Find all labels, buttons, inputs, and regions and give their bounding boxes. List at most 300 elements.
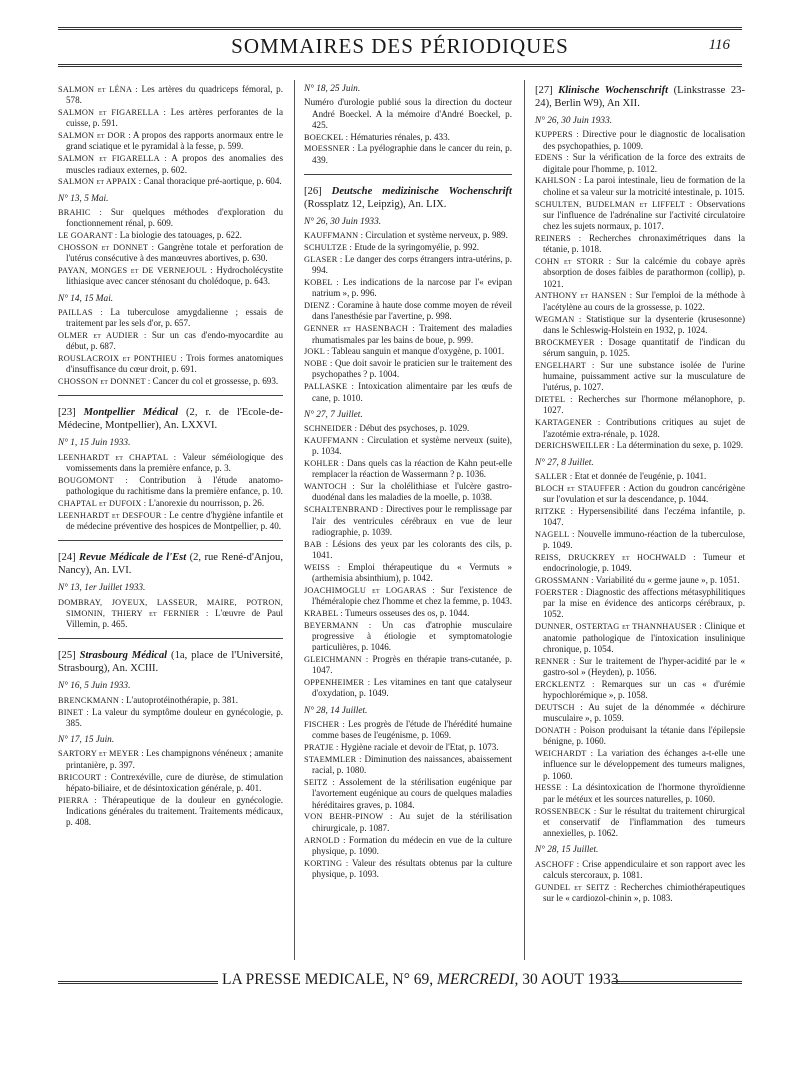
article-entry — [535, 621, 745, 655]
article-title: Emploi thérapeutique du « Vermuts » (arthemisia absinthium), p. 1042. — [312, 561, 512, 583]
article-entry — [58, 597, 283, 631]
article-author: SALMON et LÉNA : — [58, 85, 138, 94]
issue-heading: N° 27, 8 Juillet. — [535, 457, 594, 468]
issue-intro: Numéro d'urologie publié sous la direction du docteur André Boeckel. A la mémoire d'André Boeckel, p. 425. — [304, 97, 512, 130]
article-title: La pyélographie dans le cancer du rein, p. 439. — [312, 143, 512, 165]
article-entry — [535, 529, 745, 552]
article-title: L'œuvre de Paul Villemin, p. 465. — [66, 607, 283, 630]
article-author: RENNER : — [535, 656, 576, 666]
article-author: DERICHSWEILLER : — [535, 441, 615, 451]
article-entry — [58, 772, 283, 795]
article-title: Contributions critiques au sujet de l'azotémie extra-rénale, p. 1028. — [543, 417, 745, 439]
article-title: Que doit savoir le praticien sur le traitement des psychopathes ? p. 1004. — [312, 358, 512, 380]
article-author: WEICHARDT : — [535, 749, 594, 759]
journal-title — [535, 84, 745, 110]
article-entry — [535, 656, 745, 679]
journal-number: [27] — [535, 85, 553, 96]
article-entry — [304, 562, 512, 585]
article-entry — [304, 358, 512, 381]
article-title: Directives pour le remplissage par l'air des ventricules cérébraux en vue de leur radiographie, p. 1039. — [312, 504, 512, 537]
article-entry — [304, 539, 512, 562]
article-author: STAEMMLER : — [304, 754, 362, 764]
article-entry — [58, 307, 283, 330]
issue-heading: N° 26, 30 Juin 1933. — [304, 217, 382, 228]
article-entry — [58, 707, 283, 730]
article-title: Les vitamines en tant que catalyseur d'oxydation, p. 1049. — [312, 677, 512, 699]
article-entry — [304, 435, 512, 458]
article-title: La détermination du sexe, p. 1029. — [616, 440, 744, 451]
column-3 — [535, 84, 745, 907]
article-author: ERCKLENTZ : — [535, 679, 595, 689]
article-author: VON BEHR-PINOW : — [304, 812, 393, 822]
article-title: Sur le traitement de l'hyper-acidité par le « gastro-sol » (Heyden), p. 1056. — [543, 655, 746, 677]
article-entry — [304, 654, 512, 677]
article-title: Le centre d'hygiène infantile et de médecine préventive des hospices de Montpellier, p. 40. — [66, 509, 284, 531]
journal-details: (2, r. de l'Ecole-de-Médecine, Montpellier), An. LXXVI. — [58, 407, 283, 432]
entry-list — [58, 748, 283, 828]
article-author: FOERSTER : — [535, 587, 584, 597]
article-title: Statistique sur la dysenterie (krusesonne) dans le Schleswig-Holstein en 1932, p. 1024. — [543, 313, 745, 335]
article-author: DEUTSCH : — [535, 702, 583, 712]
article-title: La paroi intestinale, lieu de formation de la choline et sa valeur sur la motricité intestinale, p. 1015. — [543, 175, 745, 197]
article-title: Recherches chronaximétriques dans la tétanie, p. 1018. — [543, 232, 745, 255]
article-title: Recherches chimiothérapeutiques sur le « cardiozol-chinin », p. 1083. — [543, 881, 745, 904]
article-title: Circulation et système nerveux, p. 989. — [365, 230, 508, 241]
article-title: Sur le résultat du traitement chirurgical et conservatif de l'inflammation des tumeurs annexielles, p. 1062. — [543, 805, 745, 839]
article-entry — [304, 835, 512, 858]
column-divider — [294, 80, 295, 960]
journal-details: (2, rue René-d'Anjou, Nancy), An. LVI. — [58, 552, 283, 577]
issue-heading: N° 13, 5 Mai. — [58, 193, 109, 204]
article-title: Les progrès de l'étude de l'hérédité humaine comme bases de l'eugénisme, p. 1069. — [312, 719, 512, 741]
article-author: GROSSMANN : — [535, 576, 594, 586]
article-entry — [304, 858, 512, 881]
article-author: KAUFFMANN : — [304, 435, 365, 445]
journal-number: [23] — [58, 407, 76, 419]
issue-heading: N° 1, 15 Juin 1933. — [58, 438, 131, 449]
article-entry — [535, 233, 745, 256]
article-entry — [535, 337, 745, 360]
footer-day: MERCREDI, — [437, 971, 519, 988]
article-author: KUPPERS : — [535, 130, 579, 140]
article-entry — [58, 795, 283, 829]
article-entry — [535, 417, 745, 440]
article-entry — [535, 575, 745, 586]
article-title: Au sujet de la dénommée « déchirure musculaire », p. 1059. — [543, 701, 745, 724]
article-title: Action du goudron cancérigène sur l'ovulation et sur la descendance, p. 1044. — [543, 482, 746, 504]
article-title: Sur l'emploi de la méthode à l'acétylène au cours de la grossesse, p. 1022. — [543, 290, 745, 312]
article-entry — [304, 132, 512, 143]
article-title: Sur la cholélithiase et l'ulcère gastro-duodénal dans les maladies de la moelle, p. 1038. — [312, 481, 513, 503]
journal-name: Montpellier Médical — [83, 407, 179, 419]
article-entry — [58, 498, 283, 509]
article-title: Directive pour le diagnostic de localisation des psychopathies, p. 1009. — [543, 129, 746, 151]
footer-date: 30 AOUT 1933 — [522, 971, 619, 988]
article-title: Crise appendiculaire et son rapport avec les calculs stercoraux, p. 1081. — [543, 858, 745, 880]
article-entry — [535, 152, 745, 175]
article-entry — [304, 504, 512, 538]
article-entry — [304, 143, 512, 166]
footer-rule — [58, 981, 218, 984]
article-entry — [58, 475, 283, 498]
article-title: A propos des anomalies des muscles radiaux externes, p. 602. — [66, 153, 283, 175]
article-title: Clinique et anatomie pathologique de l'intoxication insulinique chronique, p. 1054. — [543, 621, 745, 654]
page-number: 116 — [708, 37, 730, 53]
article-author: RITZKE : — [535, 506, 574, 516]
article-entry — [58, 748, 283, 771]
entry-list — [304, 230, 512, 403]
article-author: ASCHOFF : — [535, 859, 580, 869]
article-title: Sur un cas d'endo-myocardite au début, p. 687. — [66, 329, 283, 352]
column-2 — [304, 84, 512, 883]
article-author: NOBE : — [304, 359, 333, 369]
entry-list — [304, 132, 512, 166]
journal-details: (Rossplatz 12, Leipzig), An. LIX. — [304, 199, 447, 211]
article-entry — [304, 777, 512, 811]
article-author: NAGELL : — [535, 529, 575, 539]
issue-heading: N° 18, 25 Juin. — [304, 84, 361, 94]
article-entry — [535, 702, 745, 725]
article-author: CHOSSON et DONNET : — [58, 242, 155, 252]
entry-list — [304, 719, 512, 880]
article-title: La biologie des tatouages, p. 622. — [119, 230, 242, 241]
article-title: Sur l'existence de l'héméralopie chez l'homme et chez la femme, p. 1043. — [312, 584, 512, 607]
column-divider — [524, 80, 525, 960]
article-author: WEISS : — [304, 562, 341, 572]
article-author: SEITZ : — [304, 778, 335, 788]
article-title: Les indications de la narcose par l'« evipan natrium », p. 996. — [312, 277, 512, 299]
article-entry — [58, 176, 283, 187]
article-author: HESSE : — [535, 783, 569, 793]
article-entry — [58, 84, 283, 107]
article-title: Thérapeutique de la douleur en gynécologie. Indications générales du traitement. Traitements médicaux, p. 408. — [66, 794, 284, 828]
article-entry — [535, 725, 745, 748]
article-entry — [304, 458, 512, 481]
article-entry — [58, 230, 283, 241]
article-title: A propos des rapports anormaux entre le grand sciatique et le pyramidal à la fesse, p. 599. — [66, 130, 283, 152]
article-entry — [535, 256, 745, 290]
article-entry — [58, 130, 283, 153]
article-author: BRENCKMANN : — [58, 695, 124, 705]
header-rule — [58, 64, 742, 67]
article-author: OLMER et AUDIER : — [58, 330, 147, 340]
footer-journal: LA PRESSE MEDICALE, N° 69, — [222, 971, 434, 988]
article-author: ROUSLACROIX et PONTHIEU : — [58, 354, 183, 364]
article-entry — [58, 452, 283, 475]
article-author: SCHALTENBRAND : — [304, 505, 384, 515]
article-title: Intoxication alimentaire par les œufs de cane, p. 1010. — [312, 381, 513, 403]
article-author: SARTORY et MEYER : — [58, 749, 144, 759]
article-author: JOKL : — [304, 347, 330, 357]
article-author: KOHLER : — [304, 459, 345, 469]
article-entry — [535, 175, 745, 198]
article-entry — [58, 353, 283, 376]
article-title: La tuberculose amygdalienne ; essais de traitement par les sels d'or, p. 657. — [66, 306, 283, 329]
journal-number: [24] — [58, 552, 76, 564]
journal-number: [25] — [58, 650, 76, 662]
article-entry — [304, 719, 512, 742]
article-title: Les artères du quadriceps fémoral, p. 578. — [66, 84, 283, 106]
article-entry — [535, 679, 745, 702]
journal-name: Revue Médicale de l'Est — [79, 552, 187, 564]
article-title: Trois formes anatomiques d'insuffisance du cœur droit, p. 691. — [66, 353, 283, 375]
article-author: DOMBRAY, JOYEUX, LASSEUR, MAIRE, POTRON, SIMONIN, THIERY et FERNIER : — [58, 597, 283, 618]
article-author: LE GOARANT : — [58, 231, 118, 241]
article-author: PALLASKE : — [304, 382, 354, 392]
article-title: Hydrocholécystite lithiasique avec cancer sténosant du cholédoque, p. 643. — [66, 264, 283, 287]
article-entry — [304, 481, 512, 504]
issue-heading: N° 28, 14 Juillet. — [304, 705, 368, 716]
journal-name: Deutsche medizinische Wochenschrift — [331, 186, 512, 198]
journal-name: Strasbourg Médical — [79, 650, 168, 662]
entry-list — [58, 84, 283, 188]
article-title: Valeur des résultats obtenus par la culture physique, p. 1093. — [312, 857, 512, 879]
article-title: Lésions des yeux par les colorants des cils, p. 1041. — [312, 538, 512, 560]
article-title: Assolement de la stérilisation eugénique par l'avortement eugénique au cours de quelques maladies héréditaires graves, p. 1084. — [312, 777, 512, 810]
issue-heading: N° 26, 30 Juin 1933. — [535, 116, 613, 126]
entry-list — [58, 452, 283, 533]
article-author: KAUFFMANN : — [304, 231, 364, 241]
article-title: Un cas d'atrophie musculaire progressive à étiologie et symptomatologie particulières, p. 1046. — [312, 619, 512, 653]
page-title: SOMMAIRES DES PÉRIODIQUES — [231, 34, 569, 58]
article-entry — [535, 360, 745, 394]
article-author: FISCHER : — [304, 720, 345, 730]
article-author: EDENS : — [535, 153, 569, 163]
article-title: La valeur du symptôme douleur en gynécologie, p. 385. — [66, 706, 284, 728]
article-title: Progrès en thérapie trans-cutanée, p. 1047. — [312, 654, 512, 676]
article-entry — [304, 323, 512, 346]
journal-title — [304, 185, 512, 211]
article-title: Sur la vérification de la force des extraits de digitale pour l'homme, p. 1012. — [543, 152, 745, 174]
article-entry — [304, 423, 512, 434]
article-title: Sur une substance isolée de l'urine humaine, puissamment active sur la musculature de l'utérus, p. 1027. — [543, 359, 745, 393]
article-entry — [58, 242, 283, 265]
article-entry — [304, 346, 512, 357]
article-author: PRATJE : — [304, 743, 339, 753]
article-author: WEGMAN : — [535, 314, 582, 324]
article-title: Poison produisant la tétanie dans l'épilepsie bénigne, p. 1060. — [543, 724, 746, 747]
article-title: Sur la calcémie du cobaye après absorption de doses faibles de parathormon (collip), p. 1021. — [543, 256, 745, 289]
entry-list — [535, 859, 745, 905]
article-title: Canal thoracique pré-aortique, p. 604. — [143, 176, 282, 187]
article-entry — [58, 510, 283, 533]
article-entry — [535, 394, 745, 417]
article-title: Recherches sur l'hormone mélanophore, p. 1027. — [543, 394, 746, 416]
journal-details: (Linkstrasse 23-24), Berlin W9), An XII. — [535, 85, 745, 109]
article-author: BOECKEL : — [304, 132, 349, 142]
article-entry — [58, 207, 283, 230]
article-title: Au sujet de la stérilisation chirurgicale, p. 1087. — [312, 811, 513, 833]
article-entry — [535, 199, 745, 233]
journal-title — [58, 649, 283, 675]
article-entry — [304, 242, 512, 253]
article-title: Formation du médecin en vue de la culture physique, p. 1090. — [312, 834, 512, 856]
article-title: Dans quels cas la réaction de Kahn peut-elle remplacer la réaction de Wassermann ? p. 1036. — [312, 458, 512, 480]
article-entry — [304, 620, 512, 654]
article-entry — [58, 330, 283, 353]
article-author: ROSSENBECK : — [535, 806, 597, 816]
article-entry — [58, 107, 283, 130]
article-title: Hypersensibilité dans l'eczéma infantile, p. 1047. — [543, 505, 745, 528]
issue-heading: N° 13, 1er Juillet 1933. — [58, 583, 146, 594]
article-author: REINERS : — [535, 233, 582, 243]
article-title: Les champignons vénéneux ; amanite printanière, p. 397. — [66, 748, 283, 770]
article-title: La désintoxication de l'hormone thyroïdienne par le météux et les sources naturelles, p. 1060. — [543, 782, 745, 804]
article-author: SALMON et APPAIX : — [58, 177, 142, 187]
article-author: WANTOCH : — [304, 482, 355, 492]
top-rule — [58, 27, 742, 30]
article-author: LEENHARDT et DESFOUR : — [58, 510, 167, 520]
article-entry — [535, 440, 745, 451]
article-entry — [535, 882, 745, 905]
journal-title — [58, 406, 283, 432]
article-author: DONATH : — [535, 725, 577, 735]
article-author: SALMON et FIGARELLA : — [58, 154, 167, 164]
article-title: Hygiène raciale et devoir de l'Etat, p. 1073. — [340, 742, 499, 753]
article-entry — [535, 129, 745, 152]
article-title: Contrexéville, cure de diurèse, de stimulation hépato-biliaire, et de désintoxication générale, p. 401. — [66, 771, 283, 793]
footer-rule — [612, 981, 742, 984]
entry-list — [535, 129, 745, 451]
article-author: KAHLSON : — [535, 176, 582, 186]
article-title: Variabilité du « germe jaune », p. 1051. — [595, 575, 740, 586]
entry-list — [535, 471, 745, 840]
article-entry — [535, 587, 745, 621]
article-author: ARNOLD : — [304, 835, 346, 845]
entry-list — [58, 695, 283, 729]
article-entry — [58, 695, 283, 706]
article-author: GLEICHMANN : — [304, 655, 369, 665]
article-title: Remarques sur un cas « d'urémie hypochlorémique », p. 1058. — [543, 678, 745, 701]
article-author: LEENHARDT et CHAPTAL : — [58, 452, 177, 462]
article-author: GENNER et HASENBACH : — [304, 324, 415, 334]
issue-heading: N° 16, 5 Juin 1933. — [58, 681, 131, 692]
journal-separator — [304, 174, 512, 175]
article-author: SALLER : — [535, 471, 573, 481]
article-entry — [304, 754, 512, 777]
article-entry — [304, 608, 512, 619]
article-author: DUNNER, OSTERTAG et THANNHAUSER : — [535, 622, 702, 632]
page-footer — [222, 971, 618, 989]
journal-name: Klinische Wochenschrift — [558, 85, 669, 96]
article-title: La variation des échanges a-t-elle une influence sur le développement des tumeurs malignes, p. 1060. — [543, 748, 746, 781]
article-entry — [535, 506, 745, 529]
article-author: BRAHIC : — [58, 207, 102, 217]
article-author: MOESSNER : — [304, 144, 355, 154]
journal-title — [58, 551, 283, 577]
article-author: SALMON et DOR : — [58, 131, 131, 141]
article-entry — [304, 300, 512, 323]
article-entry — [304, 742, 512, 753]
article-entry — [535, 314, 745, 337]
article-title: Tableau sanguin et manque d'oxygène, p. 1001. — [331, 346, 505, 357]
article-author: SCHULTZE : — [304, 243, 353, 253]
article-title: Valeur séméiologique des vomissements dans la première enfance, p. 3. — [66, 451, 284, 474]
article-author: CHOSSON et DONNET : — [58, 377, 151, 387]
article-title: Observations sur l'influence de l'adrénaline sur l'activité circulatoire chez les sujets normaux, p. 1017. — [543, 198, 745, 232]
article-author: BROCKMEYER : — [535, 337, 603, 347]
article-title: Etat et donnée de l'eugénie, p. 1041. — [574, 470, 707, 481]
article-author: BLOCH et STAUFFER : — [535, 483, 626, 493]
article-title: Hématuries rénales, p. 433. — [350, 131, 450, 142]
article-title: Tumeurs osseuses des os, p. 1044. — [344, 607, 470, 618]
article-title: Le danger des corps étrangers intra-utérins, p. 994. — [312, 253, 512, 276]
article-title: Coramine à haute dose comme moyen de réveil dans l'anesthésie par l'avertine, p. 998. — [312, 300, 512, 322]
article-author: PAYAN, MONGES et DE VERNEJOUL : — [58, 265, 213, 275]
article-entry — [535, 483, 745, 506]
article-author: DIETEL : — [535, 395, 573, 405]
article-author: SCHNEIDER : — [304, 424, 358, 434]
issue-heading: N° 27, 7 Juillet. — [304, 409, 363, 420]
journal-details: (1a, place de l'Université, Strasbourg), An. XCIII. — [58, 650, 283, 675]
issue-heading: N° 17, 15 Juin. — [58, 735, 115, 746]
article-author: BOUGOMONT : — [58, 475, 128, 485]
article-author: ENGELHART : — [535, 360, 595, 370]
article-author: GLASER : — [304, 254, 343, 264]
article-title: Circulation et système nerveux (suite), p. 1034. — [312, 434, 512, 457]
issue-heading: N° 14, 15 Mai. — [58, 293, 114, 304]
article-entry — [304, 677, 512, 700]
article-author: CHAPTAL et DUFOIX : — [58, 498, 147, 508]
article-author: BEYERMANN : — [304, 620, 372, 630]
article-title: L'autoprotéinothérapie, p. 381. — [126, 694, 239, 705]
article-entry — [304, 811, 512, 834]
article-title: Diminution des naissances, abaissement racial, p. 1080. — [312, 753, 512, 776]
entry-list — [304, 423, 512, 700]
article-entry — [304, 254, 512, 277]
article-title: Sur quelques méthodes d'exploration du fonctionnement rénal, p. 609. — [66, 206, 283, 229]
entry-list — [58, 597, 283, 631]
article-entry — [304, 381, 512, 404]
article-entry — [535, 552, 745, 575]
entry-list — [58, 207, 283, 288]
article-author: REISS, DRUCKREY et HOCHWALD : — [535, 552, 696, 562]
article-entry — [535, 806, 745, 840]
article-entry — [535, 859, 745, 882]
article-title: Début des psychoses, p. 1029. — [359, 423, 470, 434]
article-author: KORTING : — [304, 858, 349, 868]
article-entry — [304, 277, 512, 300]
article-author: KARTAGENER : — [535, 418, 601, 428]
article-entry — [535, 782, 745, 805]
article-author: BAB : — [304, 539, 329, 549]
article-author: COHN et STORR : — [535, 257, 612, 267]
issue-heading: N° 28, 15 Juillet. — [535, 845, 599, 856]
article-title: Nouvelle immuno-réaction de la tuberculose, p. 1049. — [543, 528, 746, 551]
article-author: SCHULTEN, BUDELMAN et LIFFELT : — [535, 199, 693, 209]
journal-number: [26] — [304, 186, 322, 198]
article-author: OPPENHEIMER : — [304, 678, 371, 688]
article-author: DIENZ : — [304, 301, 335, 311]
journal-separator — [58, 395, 283, 396]
article-author: KRABEL : — [304, 608, 343, 618]
article-title: Tumeur et endocrinologie, p. 1049. — [543, 551, 746, 574]
page-header — [58, 34, 742, 64]
article-title: Etude de la syringomyélie, p. 992. — [354, 242, 480, 253]
article-title: Les artères perforantes de la cuisse, p. 591. — [66, 107, 283, 129]
article-author: BINET : — [58, 707, 89, 717]
article-author: GUNDEL et SEITZ : — [535, 882, 617, 892]
journal-separator — [58, 540, 283, 541]
article-entry — [304, 230, 512, 241]
article-author: ANTHONY et HANSEN : — [535, 291, 633, 301]
article-author: PIERRA : — [58, 795, 97, 805]
journal-separator — [58, 638, 283, 639]
article-entry — [535, 748, 745, 782]
article-title: Contribution à l'étude anatomo-pathologique du rachitisme dans la première enfance, p. 10. — [66, 474, 283, 497]
article-entry — [58, 376, 283, 387]
article-entry — [58, 265, 283, 288]
